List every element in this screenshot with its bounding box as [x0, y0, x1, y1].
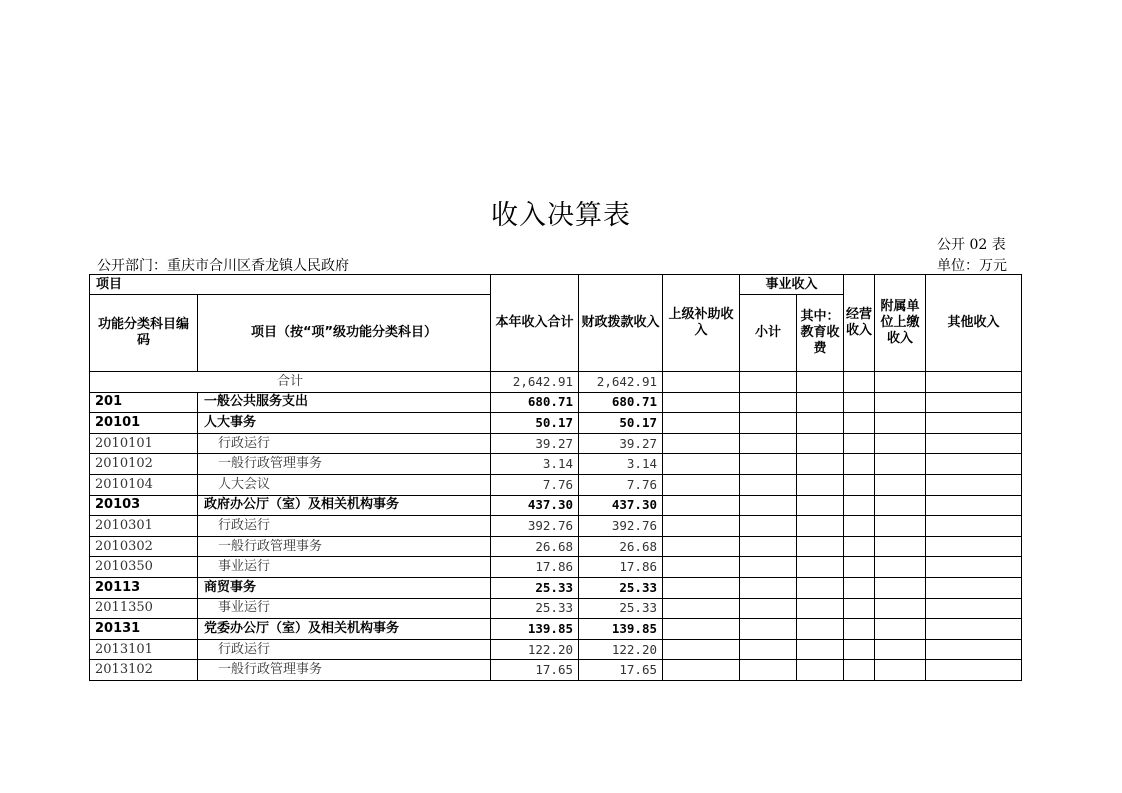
row-fiscal: 17.65	[579, 660, 663, 681]
header-other: 其他收入	[926, 275, 1022, 372]
table-row	[90, 495, 1022, 516]
row-fiscal: 392.76	[579, 516, 663, 537]
row-name: 行政运行	[198, 639, 491, 660]
row-empty-cell	[926, 598, 1022, 619]
row-empty-cell	[844, 516, 875, 537]
table-row	[90, 413, 1022, 434]
header-superior: 上级补助收入	[663, 275, 740, 372]
row-empty-cell	[740, 413, 797, 434]
row-code: 2010302	[90, 536, 198, 557]
row-empty-cell	[844, 536, 875, 557]
row-empty-cell	[663, 413, 740, 434]
table-row	[90, 598, 1022, 619]
row-empty-cell	[740, 495, 797, 516]
table-row	[90, 536, 1022, 557]
row-empty-cell	[797, 392, 844, 413]
row-empty-cell	[926, 536, 1022, 557]
unit-label: 单位：万元	[937, 258, 1007, 274]
row-empty-cell	[797, 495, 844, 516]
row-fiscal: 17.86	[579, 557, 663, 578]
row-code: 201	[90, 392, 198, 413]
row-empty-cell	[844, 433, 875, 454]
row-empty-cell	[663, 536, 740, 557]
row-empty-cell	[875, 392, 926, 413]
row-total-income: 25.33	[491, 577, 579, 598]
header-item: 项目	[90, 275, 491, 295]
row-name: 事业运行	[198, 598, 491, 619]
row-empty-cell	[926, 413, 1022, 434]
row-empty-cell	[926, 557, 1022, 578]
row-empty-cell	[875, 413, 926, 434]
row-empty-cell	[844, 639, 875, 660]
row-name: 事业运行	[198, 557, 491, 578]
row-code: 2010104	[90, 474, 198, 495]
row-empty-cell	[926, 454, 1022, 475]
row-code: 20103	[90, 495, 198, 516]
income-table	[89, 274, 1022, 681]
row-fiscal: 139.85	[579, 619, 663, 640]
row-empty-cell	[844, 474, 875, 495]
row-empty-cell	[875, 639, 926, 660]
row-code: 2010101	[90, 433, 198, 454]
row-empty-cell	[875, 598, 926, 619]
row-empty-cell	[797, 619, 844, 640]
table-row	[90, 660, 1022, 681]
row-empty-cell	[926, 433, 1022, 454]
row-empty-cell	[740, 516, 797, 537]
row-fiscal: 680.71	[579, 392, 663, 413]
row-fiscal: 26.68	[579, 536, 663, 557]
row-empty-cell	[875, 536, 926, 557]
row-code: 2011350	[90, 598, 198, 619]
row-empty-cell	[663, 474, 740, 495]
row-empty-cell	[740, 639, 797, 660]
row-empty-cell	[875, 557, 926, 578]
row-empty-cell	[926, 577, 1022, 598]
row-empty-cell	[926, 639, 1022, 660]
row-empty-cell	[844, 660, 875, 681]
row-empty-cell	[663, 557, 740, 578]
row-empty-cell	[797, 413, 844, 434]
row-empty-cell	[875, 474, 926, 495]
row-total-income: 122.20	[491, 639, 579, 660]
row-empty-cell	[797, 474, 844, 495]
row-empty-cell	[663, 619, 740, 640]
header-subtotal: 小计	[740, 295, 797, 372]
table-row	[90, 474, 1022, 495]
row-empty-cell	[797, 433, 844, 454]
row-fiscal: 25.33	[579, 577, 663, 598]
row-empty-cell	[926, 619, 1022, 640]
row-total-income: 39.27	[491, 433, 579, 454]
row-empty-cell	[740, 577, 797, 598]
row-empty-cell	[740, 433, 797, 454]
row-empty-cell	[663, 495, 740, 516]
row-name: 行政运行	[198, 433, 491, 454]
row-empty-cell	[844, 598, 875, 619]
row-empty-cell	[663, 516, 740, 537]
row-code: 2010102	[90, 454, 198, 475]
row-empty-cell	[797, 639, 844, 660]
row-name: 商贸事务	[198, 577, 491, 598]
total-fiscal-value: 2,642.91	[579, 372, 663, 393]
row-fiscal: 7.76	[579, 474, 663, 495]
row-empty-cell	[926, 474, 1022, 495]
row-fiscal: 437.30	[579, 495, 663, 516]
row-empty-cell	[875, 577, 926, 598]
header-fiscal: 财政拨款收入	[579, 275, 663, 372]
table-row	[90, 639, 1022, 660]
table-row	[90, 454, 1022, 475]
row-empty-cell	[926, 660, 1022, 681]
row-empty-cell	[740, 598, 797, 619]
row-total-income: 7.76	[491, 474, 579, 495]
row-code: 2013102	[90, 660, 198, 681]
row-total-income: 392.76	[491, 516, 579, 537]
row-code: 2010350	[90, 557, 198, 578]
row-empty-cell	[875, 619, 926, 640]
row-total-income: 17.86	[491, 557, 579, 578]
row-empty-cell	[663, 598, 740, 619]
row-empty-cell	[740, 557, 797, 578]
row-fiscal: 122.20	[579, 639, 663, 660]
row-name: 党委办公厅（室）及相关机构事务	[198, 619, 491, 640]
header-item-name: 项目（按“项”级功能分类科目）	[198, 295, 491, 372]
total-label: 合计	[90, 372, 491, 393]
row-name: 人大事务	[198, 413, 491, 434]
table-row	[90, 392, 1022, 413]
row-code: 20131	[90, 619, 198, 640]
row-code: 20101	[90, 413, 198, 434]
department-label: 公开部门：重庆市合川区香龙镇人民政府	[97, 258, 349, 274]
row-empty-cell	[875, 495, 926, 516]
row-name: 一般行政管理事务	[198, 536, 491, 557]
row-total-income: 26.68	[491, 536, 579, 557]
row-name: 政府办公厅（室）及相关机构事务	[198, 495, 491, 516]
row-empty-cell	[740, 474, 797, 495]
row-name: 一般行政管理事务	[198, 660, 491, 681]
row-empty-cell	[926, 516, 1022, 537]
row-empty-cell	[844, 495, 875, 516]
row-empty-cell	[844, 577, 875, 598]
row-total-income: 680.71	[491, 392, 579, 413]
row-empty-cell	[926, 392, 1022, 413]
header-total-income: 本年收入合计	[491, 275, 579, 372]
row-total-income: 139.85	[491, 619, 579, 640]
row-empty-cell	[797, 577, 844, 598]
total-row	[90, 372, 1022, 393]
row-empty-cell	[844, 454, 875, 475]
header-career: 事业收入	[740, 275, 844, 295]
row-name: 人大会议	[198, 474, 491, 495]
row-total-income: 50.17	[491, 413, 579, 434]
table-row	[90, 516, 1022, 537]
row-empty-cell	[926, 495, 1022, 516]
row-empty-cell	[797, 598, 844, 619]
row-empty-cell	[740, 619, 797, 640]
row-name: 一般行政管理事务	[198, 454, 491, 475]
row-code: 20113	[90, 577, 198, 598]
row-fiscal: 25.33	[579, 598, 663, 619]
row-empty-cell	[875, 660, 926, 681]
row-empty-cell	[740, 536, 797, 557]
form-number: 公开 02 表	[937, 237, 1006, 253]
row-empty-cell	[797, 536, 844, 557]
row-name: 一般公共服务支出	[198, 392, 491, 413]
row-empty-cell	[797, 454, 844, 475]
row-code: 2010301	[90, 516, 198, 537]
row-empty-cell	[663, 454, 740, 475]
row-empty-cell	[875, 516, 926, 537]
row-total-income: 17.65	[491, 660, 579, 681]
total-income-value: 2,642.91	[491, 372, 579, 393]
row-fiscal: 39.27	[579, 433, 663, 454]
row-total-income: 3.14	[491, 454, 579, 475]
row-empty-cell	[797, 660, 844, 681]
header-edu-fee: 其中：教育收费	[797, 295, 844, 372]
row-empty-cell	[663, 577, 740, 598]
row-total-income: 437.30	[491, 495, 579, 516]
row-fiscal: 50.17	[579, 413, 663, 434]
page-title: 收入决算表	[491, 200, 631, 231]
row-empty-cell	[740, 454, 797, 475]
row-code: 2013101	[90, 639, 198, 660]
row-empty-cell	[875, 454, 926, 475]
table-row	[90, 577, 1022, 598]
row-empty-cell	[844, 619, 875, 640]
row-empty-cell	[740, 660, 797, 681]
row-empty-cell	[844, 557, 875, 578]
row-fiscal: 3.14	[579, 454, 663, 475]
row-empty-cell	[663, 392, 740, 413]
row-empty-cell	[797, 557, 844, 578]
row-empty-cell	[797, 516, 844, 537]
row-empty-cell	[663, 639, 740, 660]
header-affiliated: 附属单位上缴收入	[875, 275, 926, 372]
header-business: 经营收入	[844, 275, 875, 372]
row-empty-cell	[663, 433, 740, 454]
row-empty-cell	[844, 413, 875, 434]
row-empty-cell	[844, 392, 875, 413]
row-total-income: 25.33	[491, 598, 579, 619]
row-empty-cell	[875, 433, 926, 454]
row-name: 行政运行	[198, 516, 491, 537]
row-empty-cell	[740, 392, 797, 413]
table-row	[90, 557, 1022, 578]
table-row	[90, 619, 1022, 640]
header-func-code: 功能分类科目编码	[90, 295, 198, 372]
row-empty-cell	[663, 660, 740, 681]
table-row	[90, 433, 1022, 454]
